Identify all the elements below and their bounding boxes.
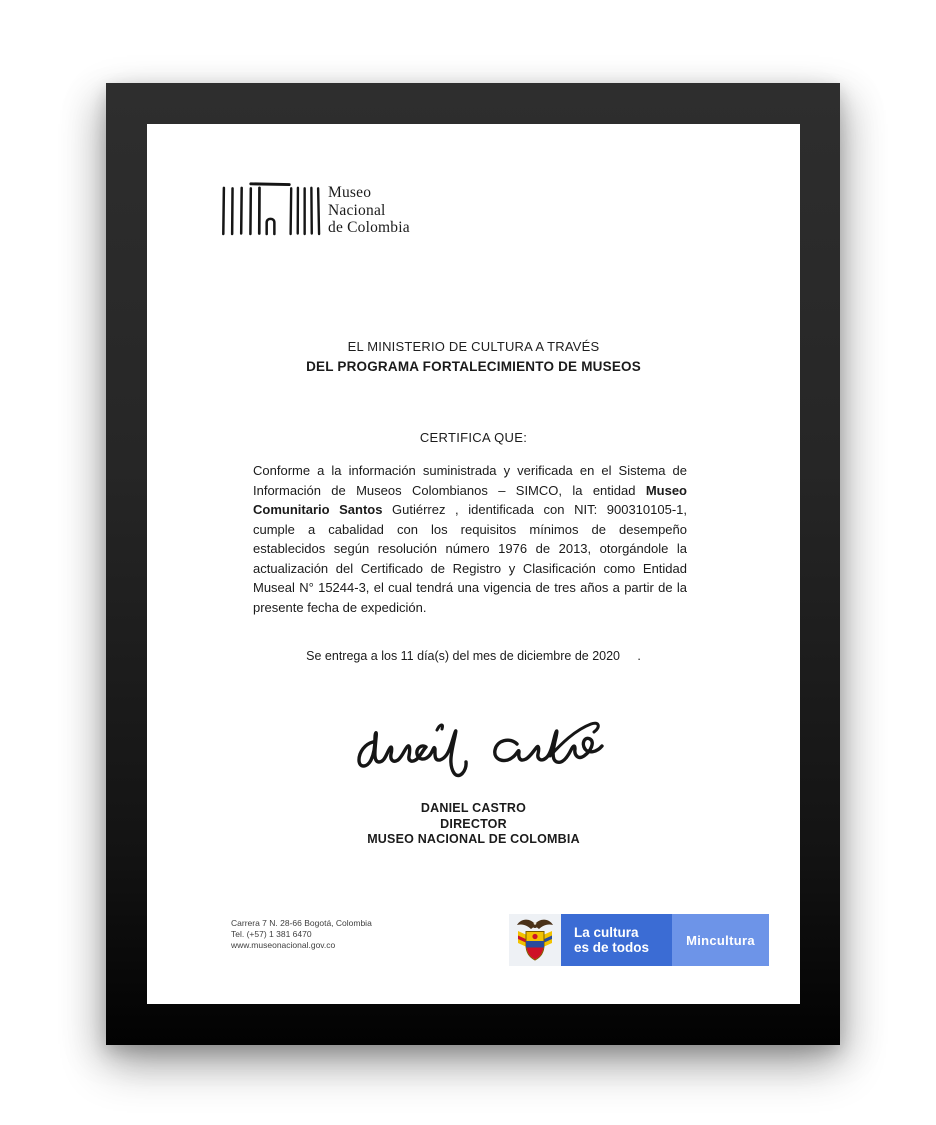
certificate-body-paragraph xyxy=(253,461,687,617)
footer-address xyxy=(231,918,372,951)
certificate-paper xyxy=(147,124,800,1004)
signatory-block xyxy=(147,801,800,848)
issue-date-line: Se entrega a los 11 día(s) del mes de diciembre de 2020 . xyxy=(306,649,641,663)
logo-word-3: de Colombia xyxy=(328,219,410,236)
ministry-label: Mincultura xyxy=(686,932,755,948)
address-line-2: Tel. (+57) 1 381 6470 xyxy=(231,929,312,939)
museo-bars-icon xyxy=(221,181,321,237)
signatory-title: DIRECTOR xyxy=(440,816,507,831)
government-banner xyxy=(509,914,769,966)
museo-nacional-logo xyxy=(221,181,410,237)
logo-wordmark xyxy=(328,184,410,237)
signatory-name: DANIEL CASTRO xyxy=(420,801,527,815)
mincultura-section xyxy=(672,914,769,966)
colombia-coat-of-arms-icon xyxy=(515,917,555,963)
body-text-after: Gutiérrez , identificada con NIT: 900310105-1, cumple a cabalidad con los requisitos mínimos de desempeño establecidos según resolución número 1976 de 2013, otorgándole la actualización del Certificado de Registro y Clasificación como Entidad Museal N° 15244-3, el cual tendrá una vigencia de tres años a partir de la presente fecha de expedición. xyxy=(253,502,687,615)
address-line-1: Carrera 7 N. 28-66 Bogotá, Colombia xyxy=(231,918,372,928)
ministry-line: EL MINISTERIO DE CULTURA A TRAVÉS xyxy=(347,339,600,354)
logo-word-1: Museo xyxy=(328,184,372,201)
program-line: DEL PROGRAMA FORTALECIMIENTO DE MUSEOS xyxy=(306,359,641,374)
logo-word-2: Nacional xyxy=(328,201,386,219)
crest-section xyxy=(509,914,561,966)
address-line-3: www.museonacional.gov.co xyxy=(231,940,336,950)
slogan-line-1: La cultura xyxy=(574,924,639,940)
certificate-header xyxy=(147,339,800,374)
slogan-line-2: es de todos xyxy=(574,940,650,955)
picture-frame xyxy=(106,83,840,1045)
entity-name: Museo Comunitario Santos xyxy=(253,482,687,517)
signature-daniel-castro-icon xyxy=(345,694,610,794)
body-text-before: Conforme a la información suministrada y verificada en el Sistema de Información de Museos Colombianos – SIMCO, la entidad xyxy=(253,463,687,498)
signatory-org: MUSEO NACIONAL DE COLOMBIA xyxy=(367,832,580,846)
slogan-section xyxy=(561,914,672,966)
certifies-label: CERTIFICA QUE: xyxy=(419,430,528,445)
